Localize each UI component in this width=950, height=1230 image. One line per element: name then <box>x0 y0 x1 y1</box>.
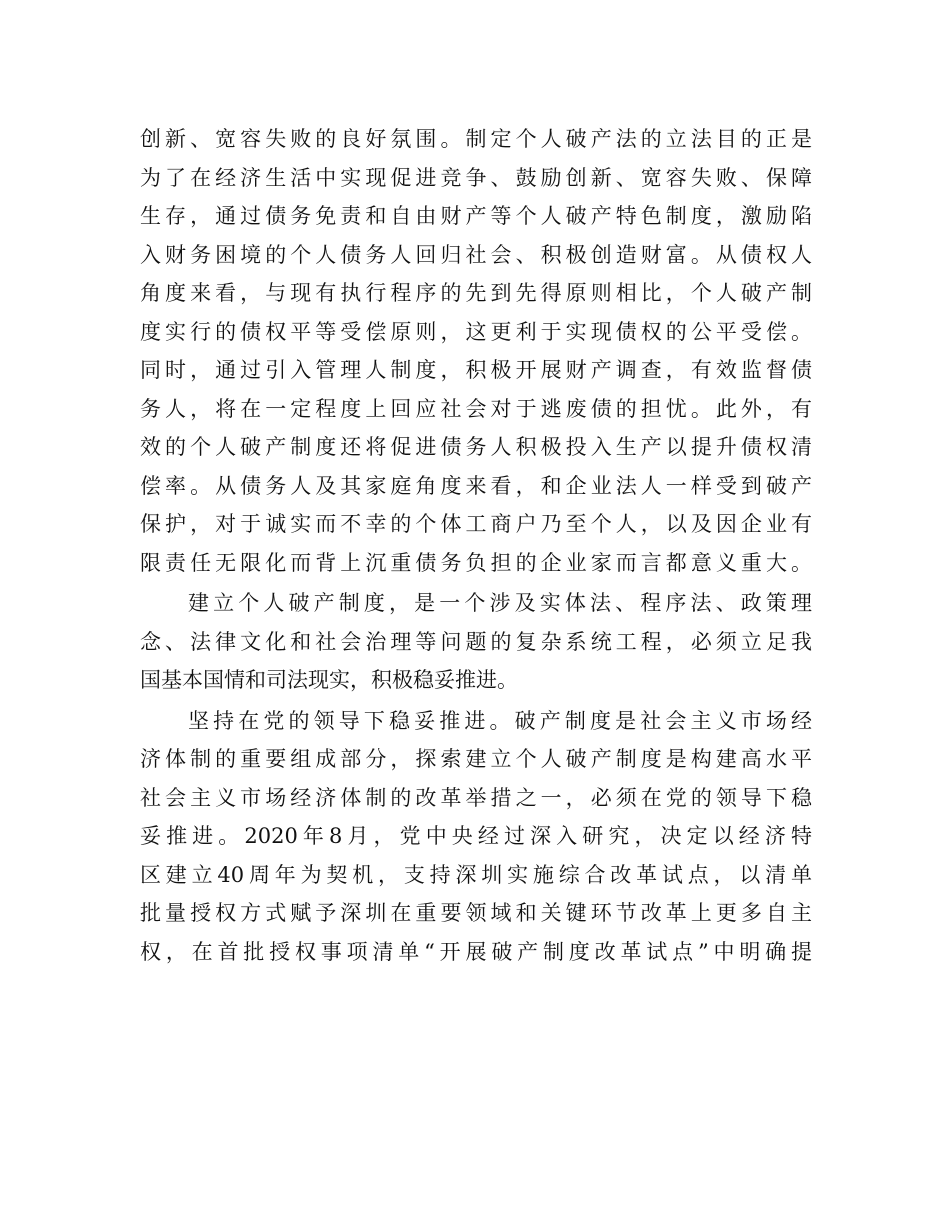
text-line: 效的个人破产制度还将促进债务人积极投入生产以提升债权清 <box>140 435 812 459</box>
text-line: 批量授权方式赋予深圳在重要领域和关键环节改革上更多自主 <box>140 901 812 925</box>
text-line: 限责任无限化而背上沉重债务负担的企业家而言都意义重大。 <box>140 550 812 575</box>
text-line: 生存，通过债务免责和自由财产等个人破产特色制度，激励陷 <box>140 204 812 228</box>
text-line: 为了在经济生活中实现促进竞争、鼓励创新、宽容失败、保障 <box>140 165 812 190</box>
text-line: 坚持在党的领导下稳妥推进。破产制度是社会主义市场经 <box>188 708 812 733</box>
text-line: 权，在首批授权事项清单“开展破产制度改革试点”中明确提 <box>140 939 812 964</box>
text-line: 同时，通过引入管理人制度，积极开展财产调查，有效监督债 <box>140 358 812 382</box>
text-line: 社会主义市场经济体制的改革举措之一，必须在党的领导下稳 <box>140 785 812 810</box>
text-line: 入财务困境的个人债务人回归社会、积极创造财富。从债权人 <box>140 242 812 267</box>
text-line: 偿率。从债务人及其家庭角度来看，和企业法人一样受到破产 <box>140 473 812 498</box>
text-line: 保护，对于诚实而不幸的个体工商户乃至个人，以及因企业有 <box>140 512 812 536</box>
text-line: 济体制的重要组成部分，探索建立个人破产制度是构建高水平 <box>140 747 812 771</box>
text-line: 建立个人破产制度，是一个涉及实体法、程序法、政策理 <box>188 591 812 615</box>
text-line: 创新、宽容失败的良好氛围。制定个人破产法的立法目的正是 <box>140 127 812 151</box>
paragraph-3 <box>140 702 812 972</box>
text-line: 妥推进。2020年8月，党中央经过深入研究，决定以经济特 <box>140 824 812 848</box>
text-line: 念、法律文化和社会治理等问题的复杂系统工程，必须立足我 <box>140 629 812 654</box>
text-line: 角度来看，与现有执行程序的先到先得原则相比，个人破产制 <box>140 281 812 305</box>
text-line: 度实行的债权平等受偿原则，这更利于实现债权的公平受偿。 <box>140 319 812 344</box>
text-line: 国基本国情和司法现实，积极稳妥推进。 <box>140 668 518 692</box>
document-body <box>140 120 812 971</box>
text-line: 区建立40周年为契机，支持深圳实施综合改革试点，以清单 <box>140 862 812 887</box>
paragraph-2 <box>140 584 812 700</box>
text-line: 务人，将在一定程度上回应社会对于逃废债的担忧。此外，有 <box>140 396 812 421</box>
paragraph-1 <box>140 120 812 582</box>
